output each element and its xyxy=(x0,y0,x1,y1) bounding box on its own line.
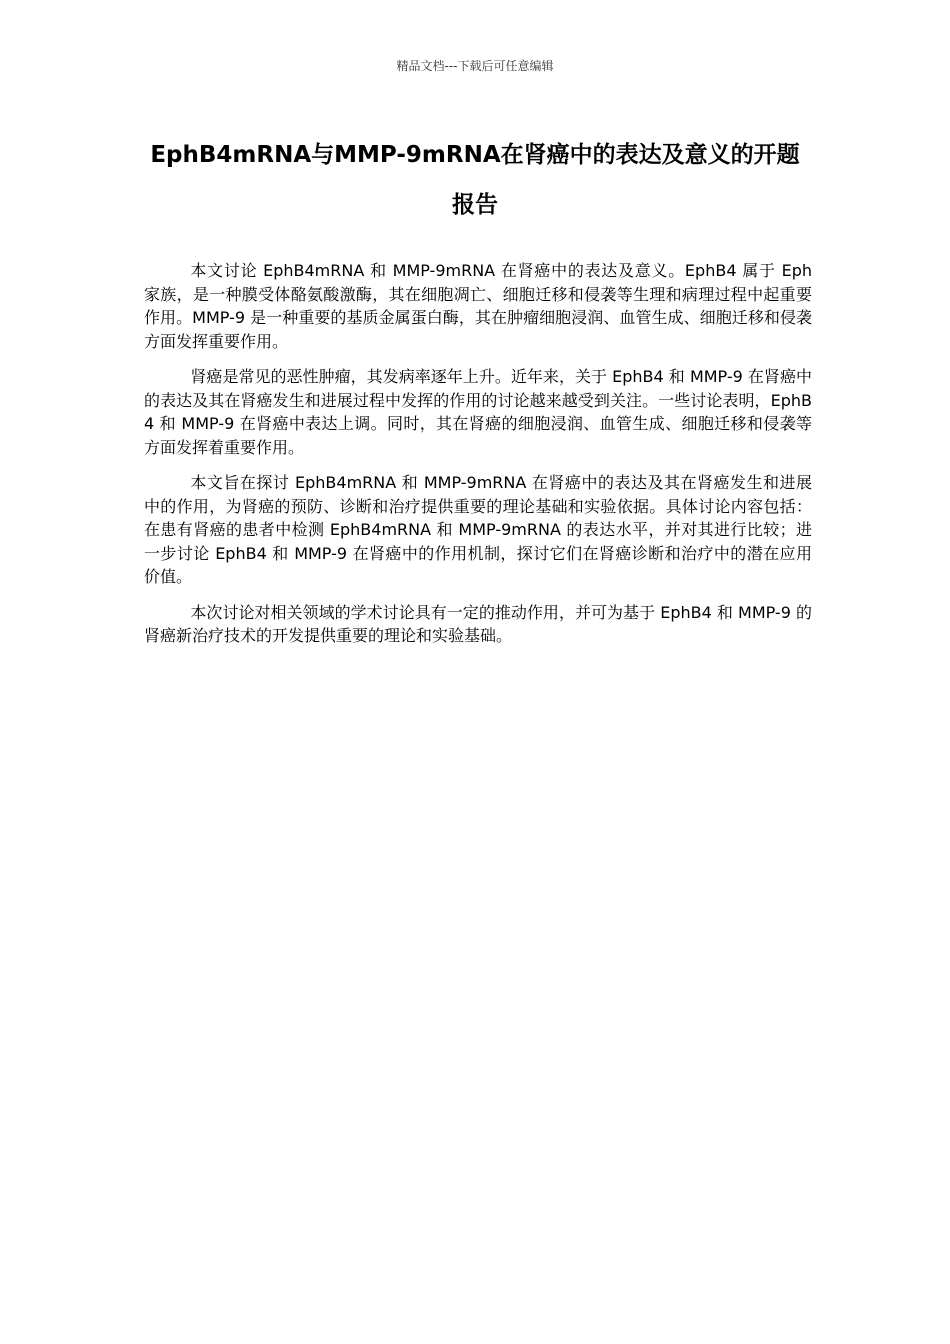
paragraph-1: 本文讨论 EphB4mRNA 和 MMP-9mRNA 在肾癌中的表达及意义。EphB4 属于 Eph 家族，是一种膜受体酪氨酸激酶，其在细胞凋亡、细胞迁移和侵袭等生理和病理过程中起重要作用。MMP-9 是一种重要的基质金属蛋白酶，其在肿瘤细胞浸润、血管生成、细胞迁移和侵袭方面发挥重要作用。 xyxy=(144,261,812,351)
paragraph-2: 肾癌是常见的恶性肿瘤，其发病率逐年上升。近年来，关于 EphB4 和 MMP-9 在肾癌中的表达及其在肾癌发生和进展过程中发挥的作用的讨论越来越受到关注。一些讨论表明，EphB4 和 MMP-9 在肾癌中表达上调。同时，其在肾癌的细胞浸润、血管生成、细胞迁移和侵袭等方面发挥着重要作用。 xyxy=(144,367,812,457)
paragraph-3: 本文旨在探讨 EphB4mRNA 和 MMP-9mRNA 在肾癌中的表达及其在肾癌发生和进展中的作用，为肾癌的预防、诊断和治疗提供重要的理论基础和实验依据。具体讨论内容包括：在患有肾癌的患者中检测 EphB4mRNA 和 MMP-9mRNA 的表达水平，并对其进行比较；进一步讨论 EphB4 和 MMP-9 在肾癌中的作用机制，探讨它们在肾癌诊断和治疗中的潜在应用价值。 xyxy=(144,473,812,586)
document-title: EphB4mRNA与MMP-9mRNA在肾癌中的表达及意义的开题报告 xyxy=(150,142,800,218)
document-body xyxy=(144,259,812,660)
header-note: 精品文档---下载后可任意编辑 xyxy=(396,59,554,73)
paragraph-4: 本次讨论对相关领域的学术讨论具有一定的推动作用，并可为基于 EphB4 和 MMP-9 的肾癌新治疗技术的开发提供重要的理论和实验基础。 xyxy=(144,602,812,645)
